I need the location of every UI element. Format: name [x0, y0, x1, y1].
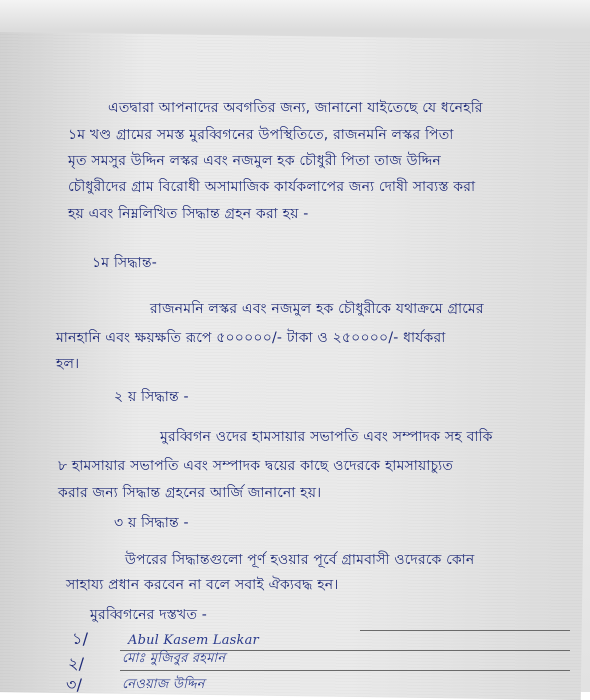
decision2-line-2: ৮ হামসায়ার সভাপতি এবং সম্পাদক দ্বয়ের কাছে ওদেরকে হামসায়াচ্যুত — [58, 458, 454, 474]
decision1-line-2: মানহানি এবং ক্ষয়ক্ষতি রূপে ৫০০০০০/- টাকা ও ২৫০০০০/- ধার্যকরা — [56, 330, 446, 346]
decision3-line-1: উপরের সিদ্ধান্তগুলো পূর্ণ হওয়ার পূর্বে গ্রামবাসী ওদেরকে কোন — [125, 552, 475, 568]
signature-2: মোঃ মুজিবুর রহমান — [122, 651, 226, 666]
intro-line-3: মৃত সমসুর উদ্দিন লস্কর এবং নজমুল হক চৌধুরী পিতা তাজ উদ্দিন — [68, 153, 441, 169]
signature-heading: মুরব্বিগনের দস্তখত - — [90, 607, 208, 623]
signature-number-3: ৩/ — [66, 675, 83, 694]
decision1-heading: ১ম সিদ্ধান্ত- — [92, 255, 157, 271]
decision3-heading: ৩ য় সিদ্ধান্ত - — [114, 515, 189, 531]
decision1-line-1: রাজনমনি লস্কর এবং নজমুল হক চৌধুরীকে যথাক্রমে গ্রামের — [150, 301, 484, 317]
signature-rule-3 — [120, 670, 570, 671]
intro-line-4: চৌধুরীদের গ্রাম বিরোধী অসামাজিক কার্যকলাপের জন্য দোষী সাব্যস্ত করা — [68, 179, 476, 195]
decision2-line-1: মুরব্বিগন ওদের হামসায়ার সভাপতি এবং সম্পাদক সহ বাকি — [160, 429, 493, 445]
signature-number-1: ১/ — [72, 629, 89, 648]
signature-1: Abul Kasem Laskar — [128, 633, 259, 648]
signature-rule-1 — [360, 630, 570, 631]
decision3-line-2: সাহায্য প্রধান করবেন না বলে সবাই ঐক্যবদ্ধ হন। — [66, 577, 339, 593]
decision1-line-3: হল। — [56, 356, 80, 372]
signature-number-2: ২/ — [68, 654, 85, 673]
decision2-heading: ২ য় সিদ্ধান্ত - — [114, 389, 189, 405]
decision2-line-3: করার জন্য সিদ্ধান্ত গ্রহনের আর্জি জানানো হয়। — [58, 485, 322, 501]
intro-line-2: ১ম খণ্ড গ্রামের সমস্ত মুরব্বিগনের উপস্থিতিতে, রাজনমনি লস্কর পিতা — [68, 127, 454, 143]
signature-3: নেওয়াজ উদ্দিন — [122, 677, 205, 692]
intro-line-1: এতদ্বারা আপনাদের অবগতির জন্য, জানানো যাইতেছে যে ধনেহরি — [108, 100, 483, 116]
intro-line-5: হয় এবং নিম্নলিখিত সিদ্ধান্ত গ্রহন করা হয় - — [68, 206, 309, 222]
